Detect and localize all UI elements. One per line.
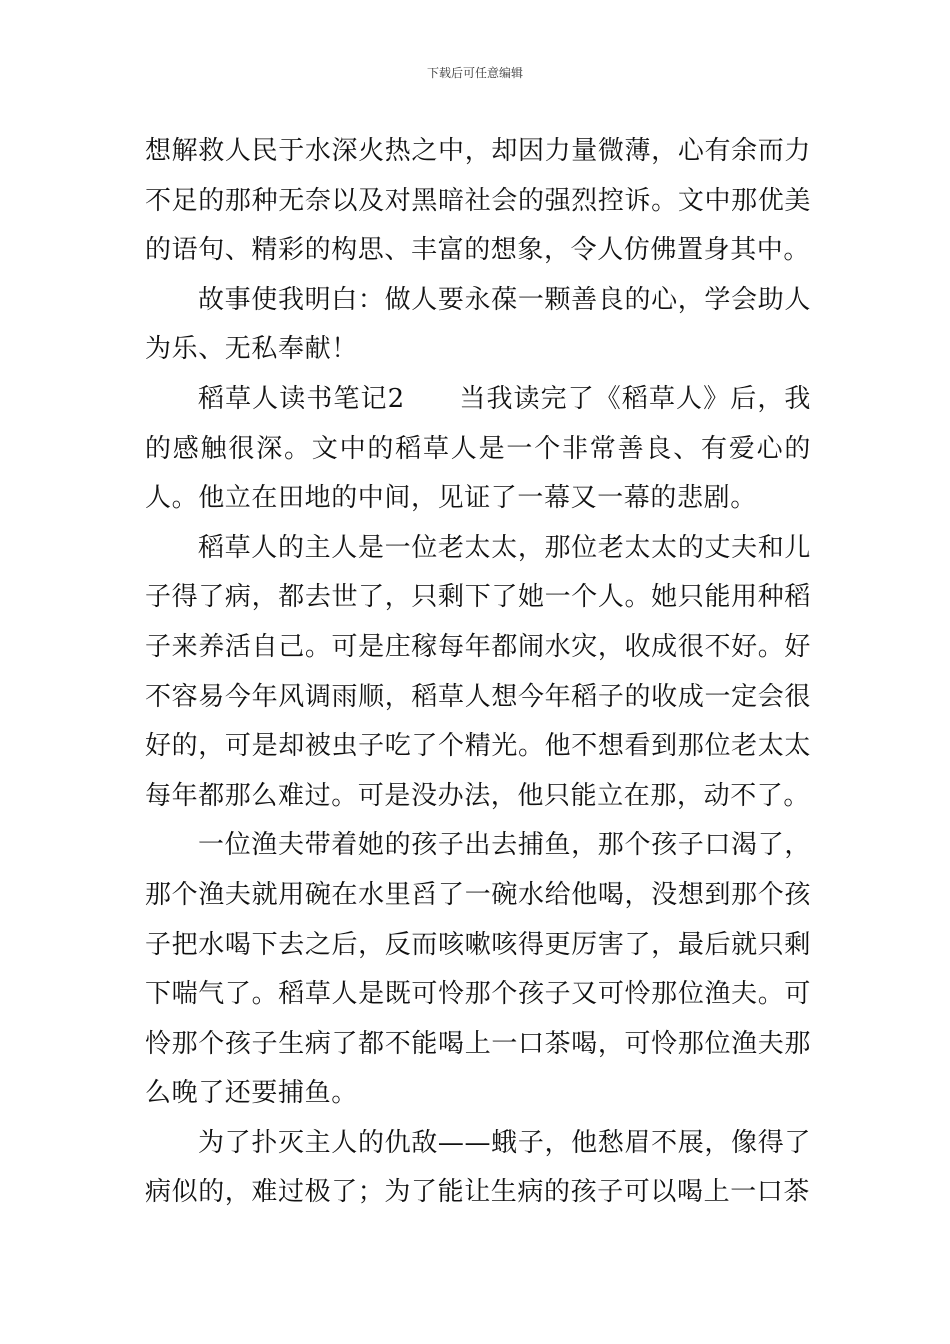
paragraph: 稻草人的主人是一位老太太，那位老太太的丈夫和儿子得了病，都去世了，只剩下了她一个人。她只能用种稻子来养活自己。可是庄稼每年都闹水灾，收成很不好。好不容易今年风调雨顺，稻草人想今年稻子的收成一定会很好的，可是却被虫子吃了个精光。他不想看到那位老太太每年都那么难过。可是没办法，他只能立在那，动不了。: [145, 532, 811, 811]
paragraph: 想解救人民于水深火热之中，却因力量微薄，心有余而力不足的那种无奈以及对黑暗社会的强烈控诉。文中那优美的语句、精彩的构思、丰富的想象，令人仿佛置身其中。: [145, 136, 811, 266]
page-header-note: 下载后可任意编辑: [426, 66, 523, 80]
paragraph: 为了扑灭主人的仇敌——蛾子，他愁眉不展，像得了病似的，难过极了；为了能让生病的孩子可以喝上一口茶: [145, 1127, 811, 1208]
paragraph: 一位渔夫带着她的孩子出去捕鱼，那个孩子口渴了，那个渔夫就用碗在水里舀了一碗水给他喝，没想到那个孩子把水喝下去之后，反而咳嗽咳得更厉害了，最后就只剩下喘气了。稻草人是既可怜那个孩子又可怜那位渔夫。可怜那个孩子生病了都不能喝上一口茶喝，可怜那位渔夫那么晚了还要捕鱼。: [145, 830, 811, 1109]
document-body: [145, 127, 811, 1218]
paragraph: 故事使我明白：做人要永葆一颗善良的心，学会助人为乐、无私奉献！: [145, 284, 811, 365]
paragraph: 稻草人读书笔记2 当我读完了《稻草人》后，我的感触很深。文中的稻草人是一个非常善良、有爱心的人。他立在田地的中间，见证了一幕又一幕的悲剧。: [145, 383, 811, 514]
